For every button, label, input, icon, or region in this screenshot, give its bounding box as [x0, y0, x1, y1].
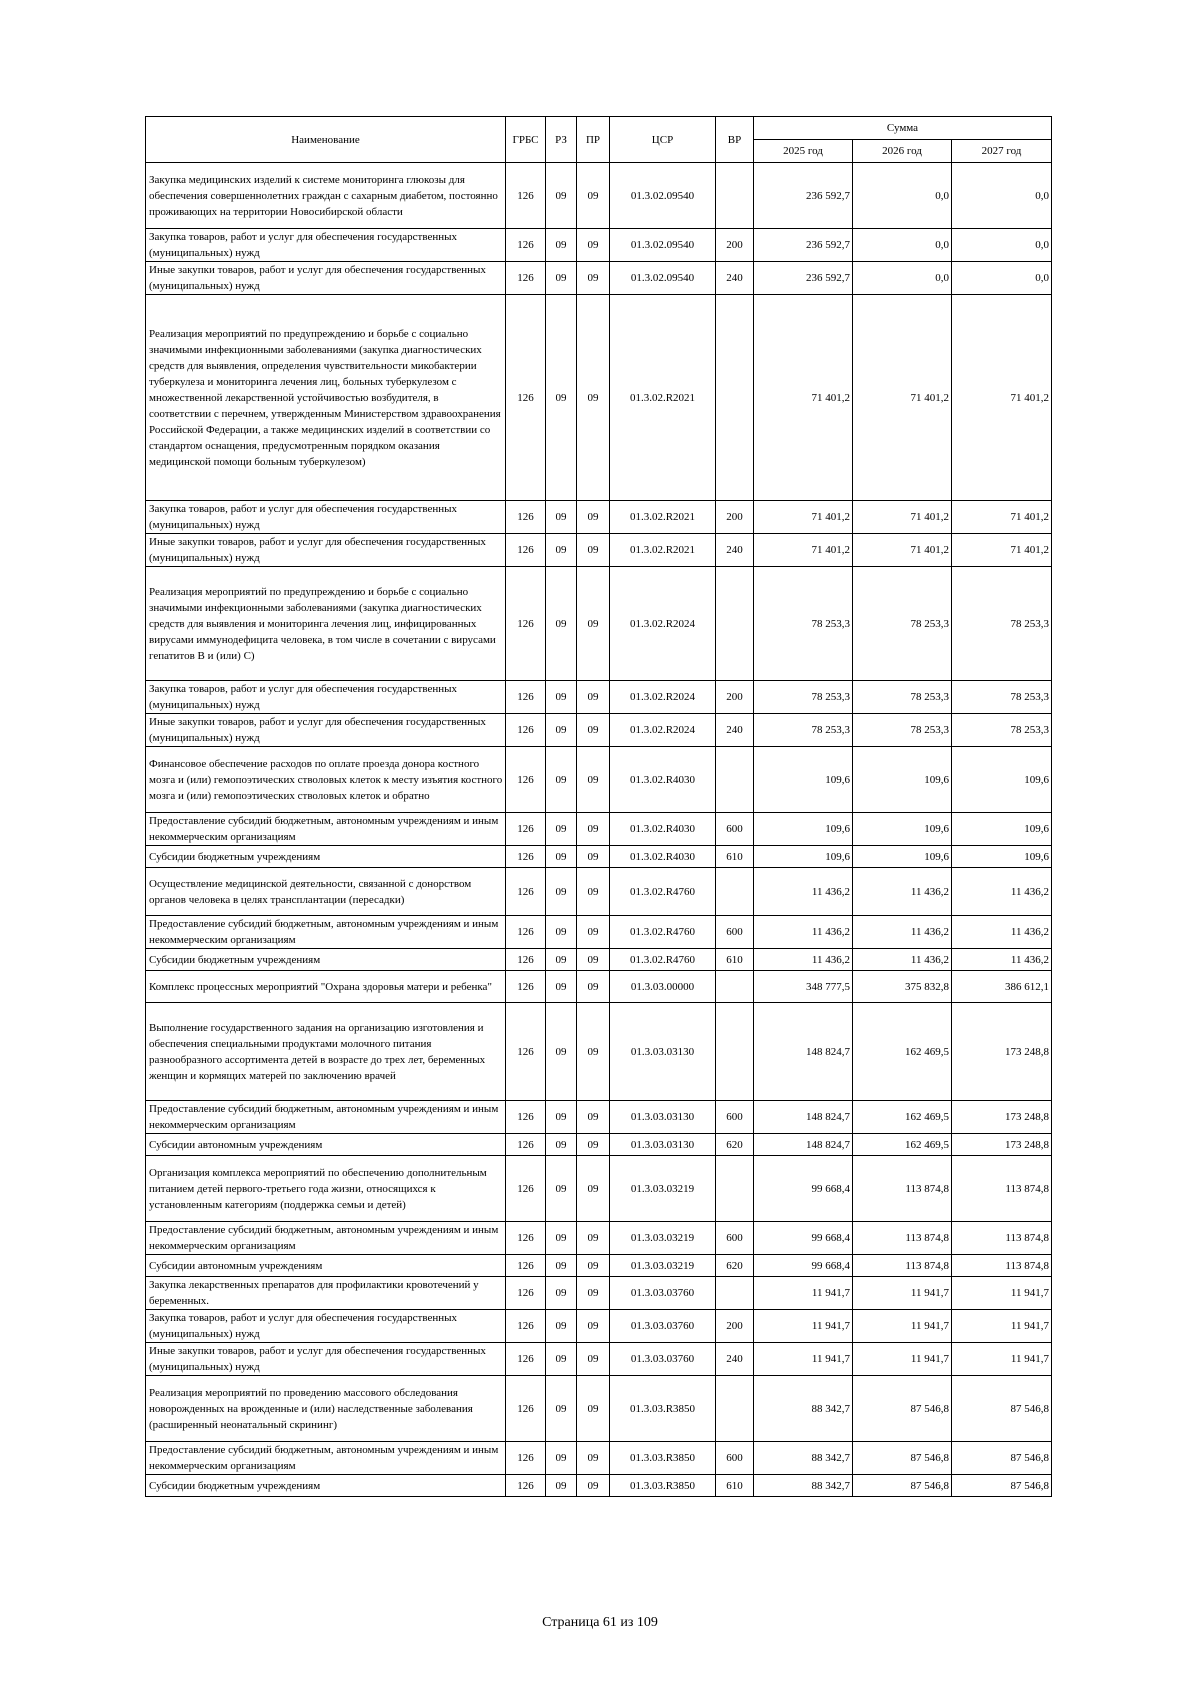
cell-rz: 09 — [546, 567, 577, 681]
cell-rz: 09 — [546, 1134, 577, 1156]
cell-vr: 600 — [716, 813, 754, 846]
cell-sum-2026: 0,0 — [853, 262, 952, 295]
cell-pr: 09 — [577, 747, 610, 813]
cell-pr: 09 — [577, 714, 610, 747]
cell-grbs: 126 — [506, 1475, 546, 1497]
cell-sum-2026: 162 469,5 — [853, 1101, 952, 1134]
cell-pr: 09 — [577, 1343, 610, 1376]
cell-vr: 600 — [716, 1101, 754, 1134]
header-name: Наименование — [146, 117, 506, 163]
cell-vr: 240 — [716, 262, 754, 295]
cell-csr: 01.3.02.R4030 — [610, 813, 716, 846]
cell-rz: 09 — [546, 1442, 577, 1475]
cell-rz: 09 — [546, 714, 577, 747]
cell-name: Предоставление субсидий бюджетным, автономным учреждениям и иным некоммерческим организациям — [146, 916, 506, 949]
cell-pr: 09 — [577, 868, 610, 916]
cell-sum-2026: 78 253,3 — [853, 714, 952, 747]
cell-vr — [716, 567, 754, 681]
cell-pr: 09 — [577, 229, 610, 262]
cell-vr — [716, 1156, 754, 1222]
cell-sum-2027: 173 248,8 — [952, 1003, 1052, 1101]
cell-csr: 01.3.02.R2021 — [610, 501, 716, 534]
table-row — [146, 262, 1052, 295]
cell-sum-2025: 11 436,2 — [754, 949, 853, 971]
cell-name: Субсидии бюджетным учреждениям — [146, 846, 506, 868]
cell-csr: 01.3.02.R4030 — [610, 846, 716, 868]
cell-rz: 09 — [546, 163, 577, 229]
cell-sum-2025: 78 253,3 — [754, 714, 853, 747]
cell-sum-2027: 0,0 — [952, 262, 1052, 295]
cell-grbs: 126 — [506, 846, 546, 868]
cell-grbs: 126 — [506, 681, 546, 714]
cell-sum-2026: 11 436,2 — [853, 916, 952, 949]
cell-pr: 09 — [577, 1277, 610, 1310]
header-rz: РЗ — [546, 117, 577, 163]
cell-sum-2027: 11 941,7 — [952, 1277, 1052, 1310]
cell-csr: 01.3.03.03130 — [610, 1101, 716, 1134]
cell-name: Предоставление субсидий бюджетным, автономным учреждениям и иным некоммерческим организациям — [146, 1101, 506, 1134]
cell-sum-2025: 71 401,2 — [754, 534, 853, 567]
cell-name: Предоставление субсидий бюджетным, автономным учреждениям и иным некоммерческим организациям — [146, 1222, 506, 1255]
table-row — [146, 868, 1052, 916]
cell-pr: 09 — [577, 567, 610, 681]
cell-sum-2027: 87 546,8 — [952, 1442, 1052, 1475]
cell-sum-2026: 11 941,7 — [853, 1310, 952, 1343]
table-row — [146, 971, 1052, 1003]
cell-name: Осуществление медицинской деятельности, связанной с донорством органов человека в целях трансплантации (пересадки) — [146, 868, 506, 916]
cell-name: Закупка товаров, работ и услуг для обеспечения государственных (муниципальных) нужд — [146, 1310, 506, 1343]
header-grbs: ГРБС — [506, 117, 546, 163]
header-csr: ЦСР — [610, 117, 716, 163]
cell-rz: 09 — [546, 846, 577, 868]
cell-sum-2027: 71 401,2 — [952, 534, 1052, 567]
cell-sum-2027: 71 401,2 — [952, 501, 1052, 534]
cell-sum-2026: 78 253,3 — [853, 567, 952, 681]
cell-vr — [716, 163, 754, 229]
table-row — [146, 1343, 1052, 1376]
cell-sum-2026: 11 941,7 — [853, 1277, 952, 1310]
cell-rz: 09 — [546, 534, 577, 567]
cell-vr: 200 — [716, 1310, 754, 1343]
cell-sum-2027: 11 436,2 — [952, 949, 1052, 971]
cell-name: Иные закупки товаров, работ и услуг для обеспечения государственных (муниципальных) нужд — [146, 262, 506, 295]
cell-sum-2027: 87 546,8 — [952, 1376, 1052, 1442]
cell-sum-2026: 109,6 — [853, 813, 952, 846]
cell-sum-2026: 162 469,5 — [853, 1134, 952, 1156]
cell-csr: 01.3.02.09540 — [610, 163, 716, 229]
cell-pr: 09 — [577, 846, 610, 868]
cell-sum-2025: 236 592,7 — [754, 229, 853, 262]
cell-pr: 09 — [577, 534, 610, 567]
cell-csr: 01.3.02.R4760 — [610, 949, 716, 971]
cell-sum-2025: 148 824,7 — [754, 1003, 853, 1101]
cell-sum-2027: 78 253,3 — [952, 567, 1052, 681]
cell-pr: 09 — [577, 916, 610, 949]
cell-csr: 01.3.03.R3850 — [610, 1442, 716, 1475]
cell-sum-2025: 236 592,7 — [754, 163, 853, 229]
cell-name: Предоставление субсидий бюджетным, автономным учреждениям и иным некоммерческим организациям — [146, 813, 506, 846]
cell-sum-2027: 0,0 — [952, 163, 1052, 229]
cell-rz: 09 — [546, 916, 577, 949]
cell-sum-2027: 71 401,2 — [952, 295, 1052, 501]
cell-rz: 09 — [546, 1376, 577, 1442]
header-year-2026: 2026 год — [853, 140, 952, 163]
cell-rz: 09 — [546, 1156, 577, 1222]
table-row — [146, 1156, 1052, 1222]
cell-grbs: 126 — [506, 1277, 546, 1310]
cell-grbs: 126 — [506, 1310, 546, 1343]
cell-name: Реализация мероприятий по предупреждению и борьбе с социально значимыми инфекционными заболеваниями (закупка диагностических средств для выявления, определения чувствительности микобактерии туберкулеза и мониторинга лечения лиц, больных туберкулезом с множественной лекарственной устойчивостью возбудителя, в соответствии с перечнем, утвержденным Министерством здравоохранения Российской Федерации, а также медицинских изделий в соответствии со стандартом оснащения, предусмотренным порядком оказания медицинской помощи больным туберкулезом) — [146, 295, 506, 501]
cell-sum-2025: 71 401,2 — [754, 295, 853, 501]
cell-grbs: 126 — [506, 868, 546, 916]
cell-vr: 600 — [716, 1222, 754, 1255]
cell-csr: 01.3.02.R2024 — [610, 681, 716, 714]
cell-sum-2025: 11 436,2 — [754, 916, 853, 949]
cell-sum-2025: 236 592,7 — [754, 262, 853, 295]
cell-rz: 09 — [546, 1255, 577, 1277]
cell-pr: 09 — [577, 1442, 610, 1475]
table-row — [146, 1442, 1052, 1475]
cell-vr — [716, 868, 754, 916]
cell-sum-2026: 78 253,3 — [853, 681, 952, 714]
cell-name: Реализация мероприятий по проведению массового обследования новорожденных на врожденные и (или) наследственные заболевания (расширенный неонатальный скрининг) — [146, 1376, 506, 1442]
cell-pr: 09 — [577, 163, 610, 229]
cell-grbs: 126 — [506, 747, 546, 813]
cell-sum-2026: 11 941,7 — [853, 1343, 952, 1376]
cell-pr: 09 — [577, 1156, 610, 1222]
cell-name: Финансовое обеспечение расходов по оплате проезда донора костного мозга и (или) гемопоэтических стволовых клеток к месту изъятия костного мозга и (или) гемопоэтических стволовых клеток и обратно — [146, 747, 506, 813]
cell-vr: 610 — [716, 846, 754, 868]
cell-sum-2027: 11 436,2 — [952, 916, 1052, 949]
cell-vr: 620 — [716, 1134, 754, 1156]
cell-vr: 200 — [716, 501, 754, 534]
cell-pr: 09 — [577, 501, 610, 534]
table-row — [146, 949, 1052, 971]
cell-vr — [716, 1277, 754, 1310]
cell-pr: 09 — [577, 681, 610, 714]
cell-sum-2026: 375 832,8 — [853, 971, 952, 1003]
cell-grbs: 126 — [506, 1376, 546, 1442]
table-row — [146, 1222, 1052, 1255]
cell-rz: 09 — [546, 1310, 577, 1343]
table-row — [146, 295, 1052, 501]
cell-rz: 09 — [546, 229, 577, 262]
cell-sum-2027: 113 874,8 — [952, 1156, 1052, 1222]
cell-grbs: 126 — [506, 1101, 546, 1134]
cell-csr: 01.3.02.09540 — [610, 229, 716, 262]
cell-pr: 09 — [577, 1310, 610, 1343]
cell-grbs: 126 — [506, 1343, 546, 1376]
cell-sum-2027: 87 546,8 — [952, 1475, 1052, 1497]
page-number: Страница 61 из 109 — [542, 1615, 658, 1630]
cell-grbs: 126 — [506, 262, 546, 295]
cell-vr: 240 — [716, 534, 754, 567]
header-year-2027: 2027 год — [952, 140, 1052, 163]
cell-sum-2025: 109,6 — [754, 747, 853, 813]
table-row — [146, 916, 1052, 949]
cell-grbs: 126 — [506, 295, 546, 501]
table-row — [146, 163, 1052, 229]
cell-sum-2025: 88 342,7 — [754, 1475, 853, 1497]
cell-name: Закупка лекарственных препаратов для профилактики кровотечений у беременных. — [146, 1277, 506, 1310]
cell-csr: 01.3.03.03130 — [610, 1003, 716, 1101]
cell-sum-2027: 78 253,3 — [952, 714, 1052, 747]
cell-sum-2027: 11 436,2 — [952, 868, 1052, 916]
cell-csr: 01.3.03.00000 — [610, 971, 716, 1003]
cell-vr: 600 — [716, 916, 754, 949]
cell-sum-2027: 11 941,7 — [952, 1310, 1052, 1343]
cell-sum-2026: 11 436,2 — [853, 949, 952, 971]
cell-sum-2025: 109,6 — [754, 846, 853, 868]
cell-name: Закупка товаров, работ и услуг для обеспечения государственных (муниципальных) нужд — [146, 229, 506, 262]
cell-sum-2026: 0,0 — [853, 163, 952, 229]
cell-name: Предоставление субсидий бюджетным, автономным учреждениям и иным некоммерческим организациям — [146, 1442, 506, 1475]
table-row — [146, 1134, 1052, 1156]
cell-grbs: 126 — [506, 229, 546, 262]
cell-vr: 600 — [716, 1442, 754, 1475]
header-year-2025: 2025 год — [754, 140, 853, 163]
cell-rz: 09 — [546, 1101, 577, 1134]
cell-sum-2025: 99 668,4 — [754, 1156, 853, 1222]
cell-sum-2027: 173 248,8 — [952, 1101, 1052, 1134]
cell-name: Закупка медицинских изделий к системе мониторинга глюкозы для обеспечения совершеннолетних граждан с сахарным диабетом, постоянно проживающих на территории Новосибирской области — [146, 163, 506, 229]
cell-rz: 09 — [546, 1475, 577, 1497]
cell-rz: 09 — [546, 681, 577, 714]
cell-name: Иные закупки товаров, работ и услуг для обеспечения государственных (муниципальных) нужд — [146, 714, 506, 747]
cell-sum-2027: 11 941,7 — [952, 1343, 1052, 1376]
cell-name: Иные закупки товаров, работ и услуг для обеспечения государственных (муниципальных) нужд — [146, 1343, 506, 1376]
cell-sum-2025: 88 342,7 — [754, 1376, 853, 1442]
cell-grbs: 126 — [506, 971, 546, 1003]
cell-rz: 09 — [546, 262, 577, 295]
table-row — [146, 747, 1052, 813]
cell-rz: 09 — [546, 1222, 577, 1255]
table-row — [146, 1003, 1052, 1101]
cell-sum-2025: 148 824,7 — [754, 1134, 853, 1156]
cell-sum-2026: 109,6 — [853, 846, 952, 868]
cell-sum-2027: 109,6 — [952, 813, 1052, 846]
cell-rz: 09 — [546, 1003, 577, 1101]
cell-rz: 09 — [546, 1277, 577, 1310]
cell-vr: 610 — [716, 1475, 754, 1497]
cell-vr: 200 — [716, 681, 754, 714]
cell-sum-2027: 78 253,3 — [952, 681, 1052, 714]
cell-sum-2026: 11 436,2 — [853, 868, 952, 916]
cell-csr: 01.3.02.R2024 — [610, 714, 716, 747]
cell-sum-2027: 113 874,8 — [952, 1222, 1052, 1255]
cell-name: Организация комплекса мероприятий по обеспечению дополнительным питанием детей первого-третьего года жизни, относящихся к установленным категориям (поддержка семьи и детей) — [146, 1156, 506, 1222]
cell-rz: 09 — [546, 747, 577, 813]
table-row — [146, 1255, 1052, 1277]
cell-pr: 09 — [577, 1475, 610, 1497]
cell-name: Комплекс процессных мероприятий "Охрана здоровья матери и ребенка" — [146, 971, 506, 1003]
table-row — [146, 534, 1052, 567]
cell-pr: 09 — [577, 262, 610, 295]
cell-sum-2027: 0,0 — [952, 229, 1052, 262]
table-row — [146, 681, 1052, 714]
cell-sum-2025: 11 436,2 — [754, 868, 853, 916]
cell-pr: 09 — [577, 971, 610, 1003]
table-row — [146, 1101, 1052, 1134]
cell-pr: 09 — [577, 1222, 610, 1255]
cell-sum-2026: 71 401,2 — [853, 295, 952, 501]
cell-csr: 01.3.02.09540 — [610, 262, 716, 295]
budget-table-container — [145, 116, 1051, 1497]
cell-csr: 01.3.03.03219 — [610, 1222, 716, 1255]
cell-sum-2026: 71 401,2 — [853, 501, 952, 534]
table-row — [146, 501, 1052, 534]
cell-pr: 09 — [577, 1376, 610, 1442]
cell-sum-2026: 113 874,8 — [853, 1156, 952, 1222]
table-row — [146, 567, 1052, 681]
cell-sum-2027: 173 248,8 — [952, 1134, 1052, 1156]
cell-pr: 09 — [577, 295, 610, 501]
table-row — [146, 714, 1052, 747]
cell-sum-2025: 11 941,7 — [754, 1310, 853, 1343]
cell-sum-2027: 113 874,8 — [952, 1255, 1052, 1277]
cell-grbs: 126 — [506, 163, 546, 229]
cell-csr: 01.3.02.R2021 — [610, 295, 716, 501]
cell-sum-2025: 71 401,2 — [754, 501, 853, 534]
cell-vr: 620 — [716, 1255, 754, 1277]
cell-csr: 01.3.02.R4030 — [610, 747, 716, 813]
cell-vr: 200 — [716, 229, 754, 262]
cell-csr: 01.3.02.R2024 — [610, 567, 716, 681]
cell-name: Закупка товаров, работ и услуг для обеспечения государственных (муниципальных) нужд — [146, 681, 506, 714]
cell-sum-2026: 87 546,8 — [853, 1376, 952, 1442]
cell-pr: 09 — [577, 1255, 610, 1277]
header-pr: ПР — [577, 117, 610, 163]
cell-rz: 09 — [546, 501, 577, 534]
cell-vr: 610 — [716, 949, 754, 971]
cell-sum-2025: 99 668,4 — [754, 1255, 853, 1277]
cell-csr: 01.3.03.R3850 — [610, 1376, 716, 1442]
cell-pr: 09 — [577, 1003, 610, 1101]
cell-csr: 01.3.03.03219 — [610, 1255, 716, 1277]
cell-csr: 01.3.03.R3850 — [610, 1475, 716, 1497]
header-vr: ВР — [716, 117, 754, 163]
cell-vr — [716, 295, 754, 501]
cell-grbs: 126 — [506, 714, 546, 747]
cell-name: Иные закупки товаров, работ и услуг для обеспечения государственных (муниципальных) нужд — [146, 534, 506, 567]
cell-vr — [716, 971, 754, 1003]
cell-sum-2025: 11 941,7 — [754, 1277, 853, 1310]
cell-rz: 09 — [546, 813, 577, 846]
cell-sum-2025: 11 941,7 — [754, 1343, 853, 1376]
cell-sum-2026: 113 874,8 — [853, 1255, 952, 1277]
table-row — [146, 1277, 1052, 1310]
cell-grbs: 126 — [506, 567, 546, 681]
cell-sum-2025: 148 824,7 — [754, 1101, 853, 1134]
cell-grbs: 126 — [506, 1255, 546, 1277]
cell-csr: 01.3.03.03130 — [610, 1134, 716, 1156]
cell-sum-2026: 113 874,8 — [853, 1222, 952, 1255]
cell-grbs: 126 — [506, 1134, 546, 1156]
cell-pr: 09 — [577, 1101, 610, 1134]
cell-sum-2026: 162 469,5 — [853, 1003, 952, 1101]
cell-csr: 01.3.03.03760 — [610, 1343, 716, 1376]
cell-sum-2026: 87 546,8 — [853, 1442, 952, 1475]
cell-name: Реализация мероприятий по предупреждению и борьбе с социально значимыми инфекционными заболеваниями (закупка диагностических средств для выявления и мониторинга лечения лиц, инфицированных вирусами иммунодефицита человека, в том числе в сочетании с вирусами гепатитов B и (или) C) — [146, 567, 506, 681]
cell-rz: 09 — [546, 971, 577, 1003]
cell-vr: 240 — [716, 1343, 754, 1376]
cell-grbs: 126 — [506, 949, 546, 971]
cell-grbs: 126 — [506, 1222, 546, 1255]
table-row — [146, 229, 1052, 262]
cell-vr — [716, 1003, 754, 1101]
cell-csr: 01.3.02.R2021 — [610, 534, 716, 567]
cell-vr: 240 — [716, 714, 754, 747]
cell-sum-2025: 88 342,7 — [754, 1442, 853, 1475]
table-row — [146, 1310, 1052, 1343]
cell-csr: 01.3.03.03760 — [610, 1310, 716, 1343]
cell-sum-2025: 348 777,5 — [754, 971, 853, 1003]
table-row — [146, 846, 1052, 868]
cell-grbs: 126 — [506, 813, 546, 846]
cell-grbs: 126 — [506, 1003, 546, 1101]
table-header — [146, 117, 1052, 163]
cell-name: Субсидии автономным учреждениям — [146, 1134, 506, 1156]
cell-sum-2025: 109,6 — [754, 813, 853, 846]
cell-csr: 01.3.02.R4760 — [610, 868, 716, 916]
budget-table — [145, 116, 1052, 1497]
cell-pr: 09 — [577, 813, 610, 846]
table-row — [146, 813, 1052, 846]
header-sum: Сумма — [754, 117, 1052, 140]
cell-name: Субсидии бюджетным учреждениям — [146, 949, 506, 971]
cell-grbs: 126 — [506, 1442, 546, 1475]
cell-name: Закупка товаров, работ и услуг для обеспечения государственных (муниципальных) нужд — [146, 501, 506, 534]
cell-csr: 01.3.03.03219 — [610, 1156, 716, 1222]
cell-sum-2027: 386 612,1 — [952, 971, 1052, 1003]
cell-pr: 09 — [577, 1134, 610, 1156]
cell-sum-2025: 78 253,3 — [754, 567, 853, 681]
cell-rz: 09 — [546, 868, 577, 916]
cell-sum-2026: 109,6 — [853, 747, 952, 813]
cell-sum-2027: 109,6 — [952, 747, 1052, 813]
cell-csr: 01.3.02.R4760 — [610, 916, 716, 949]
cell-vr — [716, 1376, 754, 1442]
cell-name: Выполнение государственного задания на организацию изготовления и обеспечения специальными продуктами молочного питания разнообразного ассортимента детей в возрасте до трех лет, беременных женщин и кормящих матерей по заключению врачей — [146, 1003, 506, 1101]
cell-rz: 09 — [546, 949, 577, 971]
cell-name: Субсидии бюджетным учреждениям — [146, 1475, 506, 1497]
cell-sum-2026: 0,0 — [853, 229, 952, 262]
cell-sum-2025: 78 253,3 — [754, 681, 853, 714]
cell-name: Субсидии автономным учреждениям — [146, 1255, 506, 1277]
cell-pr: 09 — [577, 949, 610, 971]
cell-sum-2026: 87 546,8 — [853, 1475, 952, 1497]
cell-csr: 01.3.03.03760 — [610, 1277, 716, 1310]
cell-grbs: 126 — [506, 501, 546, 534]
table-row — [146, 1376, 1052, 1442]
cell-rz: 09 — [546, 295, 577, 501]
cell-grbs: 126 — [506, 1156, 546, 1222]
table-body — [146, 163, 1052, 1497]
cell-sum-2026: 71 401,2 — [853, 534, 952, 567]
cell-rz: 09 — [546, 1343, 577, 1376]
table-row — [146, 1475, 1052, 1497]
cell-vr — [716, 747, 754, 813]
cell-sum-2025: 99 668,4 — [754, 1222, 853, 1255]
cell-grbs: 126 — [506, 534, 546, 567]
cell-sum-2027: 109,6 — [952, 846, 1052, 868]
cell-grbs: 126 — [506, 916, 546, 949]
